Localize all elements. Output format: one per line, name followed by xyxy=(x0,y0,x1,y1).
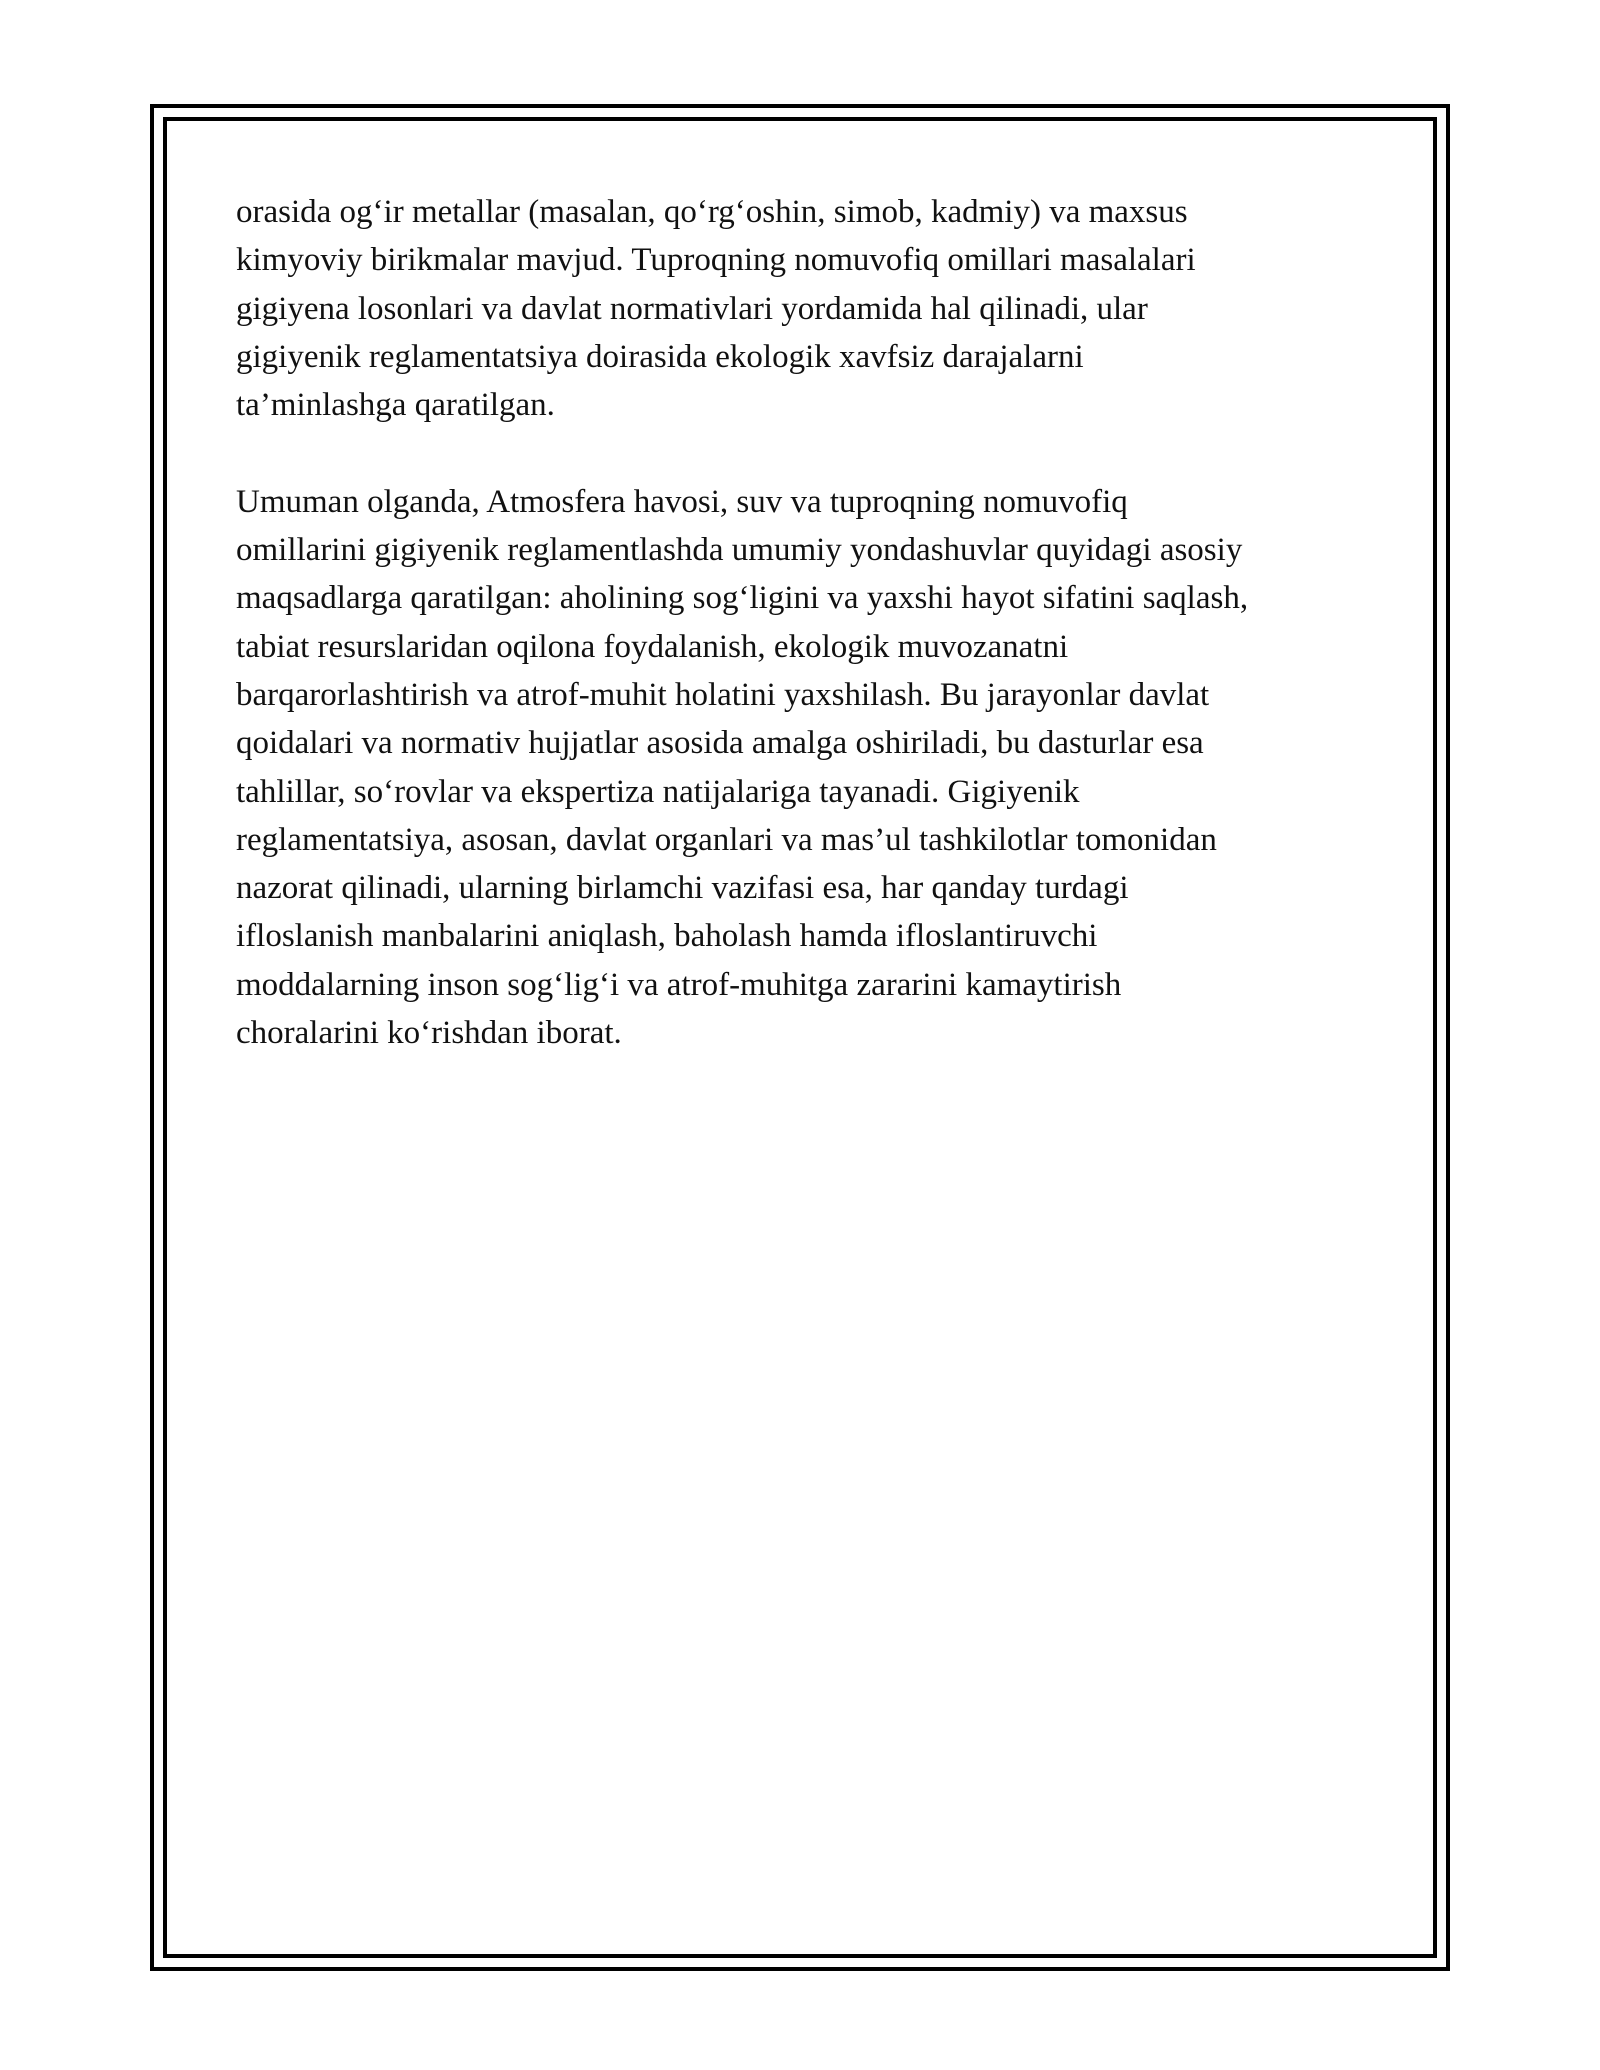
paragraph-2 xyxy=(236,478,1376,1058)
text-line: tahlillar, so‘rovlar va ekspertiza natijalariga tayanadi. Gigiyenik xyxy=(236,773,1080,810)
text-line: orasida og‘ir metallar (masalan, qo‘rg‘oshin, simob, kadmiy) va maxsus xyxy=(236,194,1188,230)
text-line: gigiyena losonlari va davlat normativlari yordamida hal qilinadi, ular xyxy=(236,290,1148,327)
text-line: maqsadlarga qaratilgan: aholining sog‘ligini va yaxshi hayot sifatini saqlash, xyxy=(236,580,1249,617)
text-line: tabiat resurslaridan oqilona foydalanish, ekologik muvozanatni xyxy=(236,628,1069,665)
text-line: barqarorlashtirish va atrof-muhit holatini yaxshilash. Bu jarayonlar davlat xyxy=(236,676,1210,713)
text-line: Umuman olganda, Atmosfera havosi, suv va tuproqning nomuvofiq xyxy=(236,483,1128,520)
text-line: kimyoviy birikmalar mavjud. Tuproqning nomuvofiq omillari masalalari xyxy=(236,242,1196,279)
paragraph-1 xyxy=(236,188,1376,429)
text-line: nazorat qilinadi, ularning birlamchi vazifasi esa, har qanday turdagi xyxy=(236,870,1129,907)
document-body xyxy=(236,188,1376,1057)
text-line: choralarini ko‘rishdan iborat. xyxy=(236,1015,622,1052)
text-line: omillarini gigiyenik reglamentlashda umumiy yondashuvlar quyidagi asosiy xyxy=(236,532,1243,569)
text-line: qoidalari va normativ hujjatlar asosida amalga oshiriladi, bu dasturlar esa xyxy=(236,725,1204,762)
text-line: moddalarning inson sog‘lig‘i va atrof-muhitga zararini kamaytirish xyxy=(236,966,1122,1003)
text-line: gigiyenik reglamentatsiya doirasida ekologik xavfsiz darajalarni xyxy=(236,338,1084,375)
text-line: ta’minlashga qaratilgan. xyxy=(236,387,555,424)
text-line: ifloslanish manbalarini aniqlash, baholash hamda ifloslantiruvchi xyxy=(236,918,1098,955)
paragraph-spacer xyxy=(236,429,1376,477)
text-line: reglamentatsiya, asosan, davlat organlari va mas’ul tashkilotlar tomonidan xyxy=(236,821,1217,858)
